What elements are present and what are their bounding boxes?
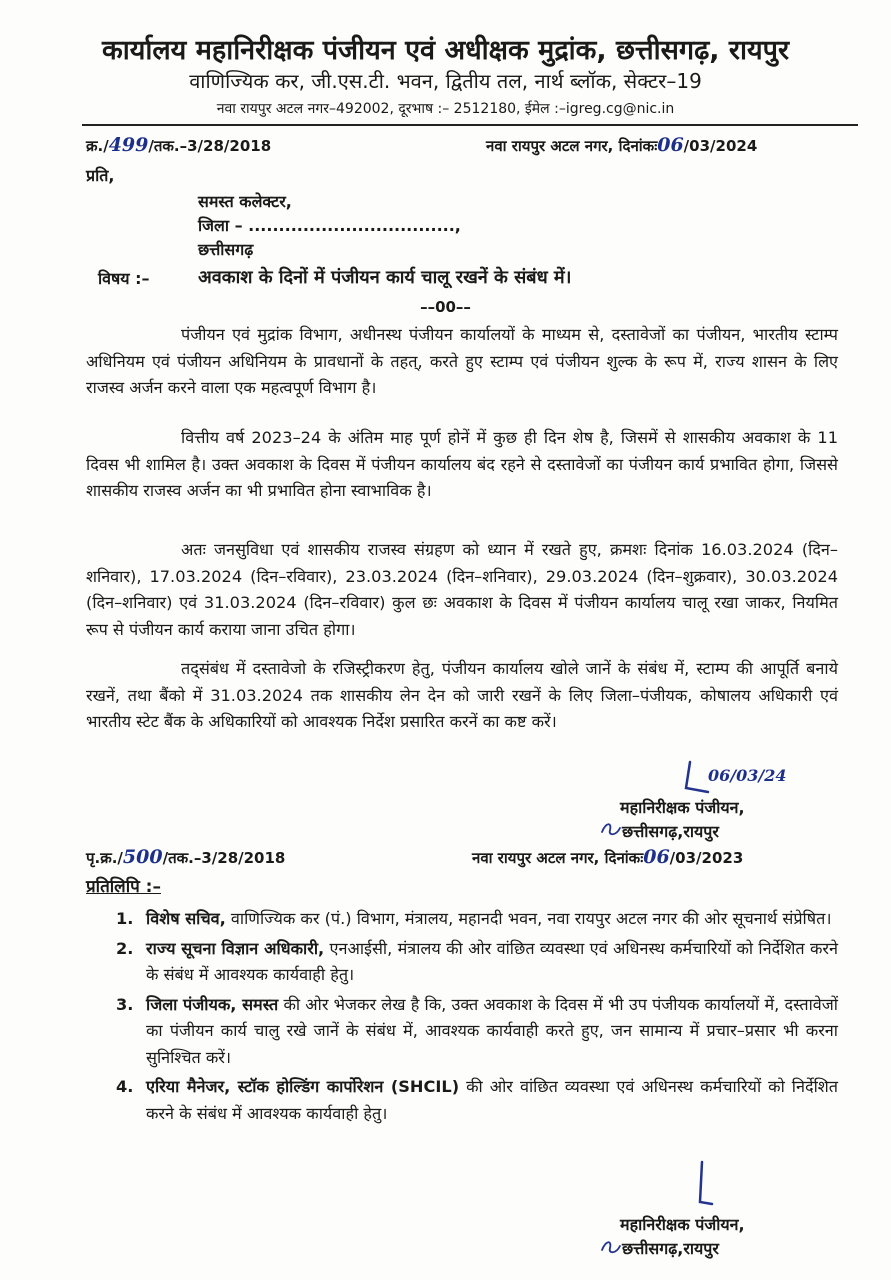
signature-mark-1 xyxy=(672,758,712,798)
signatory-place-2: छत्तीसगढ़,रायपुर xyxy=(622,1239,719,1258)
office-address: वाणिज्यिक कर, जी.एस.टी. भवन, द्वितीय तल, नार्थ ब्लॉक, सेक्टर–19 xyxy=(189,69,702,93)
signature-mark-2 xyxy=(690,1158,720,1218)
copy-to-list xyxy=(116,906,838,1127)
header-rule xyxy=(82,124,858,126)
paragraph-2: वित्तीय वर्ष 2023–24 के अंतिम माह पूर्ण होनें में कुछ ही दिन शेष है, जिसमें से शासकीय अवकाश के 11 दिवस भी शामिल है। उक्त अवकाश के दिवस में पंजीयन कार्यालय बंद रहने से दस्तावेजों का पंजीयन कार्य प्रभावित होगा, जिससे शासकीय राजस्व अर्जन का भी प्रभावित होना स्वाभाविक है। xyxy=(86,428,838,500)
endorsement-place-date: नवा रायपुर अटल नगर, दिनांकः06/03/2023 xyxy=(472,846,744,868)
addressee-line1: समस्त कलेक्टर, xyxy=(198,192,292,211)
addressee-line2: जिला – .................................., xyxy=(198,216,461,235)
copy-to-item-1: 1. विशेष सचिव, वाणिज्यिक कर (पं.) विभाग, मंत्रालय, महानदी भवन, नवा रायपुर अटल नगर की ओर सूचनार्थ संप्रेषित। xyxy=(116,909,832,928)
place-date: नवा रायपुर अटल नगर, दिनांकः06/03/2024 xyxy=(486,134,758,156)
handwritten-ref-number: 499 xyxy=(108,134,149,156)
endorsement-number: पृ.क्र./500/तक.–3/28/2018 xyxy=(86,846,286,868)
signatory-designation-1: महानिरीक्षक पंजीयन, xyxy=(620,798,745,817)
initial-mark-1 xyxy=(598,820,624,840)
paragraph-3: अतः जनसुविधा एवं शासकीय राजस्व संग्रहण को ध्यान में रखते हुए, क्रमशः दिनांक 16.03.2024 (दिन–शनिवार), 17.03.2024 (दिन–रविवार), 23.03.2024 (दिन–शनिवार), 29.03.2024 (दिन–शुक्रवार), 30.03.2024 (दिन–शनिवार) एवं 31.03.2024 (दिन–रविवार) कुल छः अवकाश के दिवस में पंजीयन कार्यालय चालू रखा जाकर, नियमित रूप से पंजीयन कार्य कराया जाना उचित होगा। xyxy=(86,540,838,639)
to-label: प्रति, xyxy=(86,166,115,185)
initial-mark-2 xyxy=(598,1238,624,1258)
handwritten-endorsement-day: 06 xyxy=(643,846,670,868)
copy-to-label: प्रतिलिपि :– xyxy=(86,877,161,897)
handwritten-day: 06 xyxy=(657,134,684,156)
office-title: कार्यालय महानिरीक्षक पंजीयन एवं अधीक्षक मुद्रांक, छत्तीसगढ़, रायपुर xyxy=(101,35,790,66)
signatory-designation-2: महानिरीक्षक पंजीयन, xyxy=(620,1215,745,1234)
handwritten-sign-date: 06/03/24 xyxy=(708,766,787,785)
reference-number: क्र./499/तक.–3/28/2018 xyxy=(86,134,272,156)
subject-label: विषय :– xyxy=(98,269,150,288)
subject-text: अवकाश के दिनों में पंजीयन कार्य चालू रखनें के संबंध में। xyxy=(198,267,572,288)
copy-to-item-2: 2. राज्य सूचना विज्ञान अधिकारी, एनआईसी, मंत्रालय की ओर वांछित व्यवस्था एवं अधिनस्थ कर्मचारियों को निर्देशित करने के संबंध में आवश्यक कार्यवाही हेतु। xyxy=(116,938,838,984)
signatory-place-1: छत्तीसगढ़,रायपुर xyxy=(622,822,719,841)
addressee-line3: छत्तीसगढ़ xyxy=(198,240,254,259)
handwritten-endorsement-number: 500 xyxy=(122,846,163,868)
paragraph-4: तद्संबंध में दस्तावेजो के रजिस्ट्रीकरण हेतु, पंजीयन कार्यालय खोले जानें के संबंध में, स्टाम्प की आपूर्ति बनाये रखनें, तथा बैंको में 31.03.2024 तक शासकीय लेन देन को जारी रखनें के लिए जिला–पंजीयक, कोषालय अधिकारी एवं भारतीय स्टेट बैंक के अधिकारियों को आवश्यक निर्देश प्रसारित करनें का कष्ट करें। xyxy=(86,659,838,731)
copy-to-item-3: 3. जिला पंजीयक, समस्त की ओर भेजकर लेख है कि, उक्त अवकाश के दिवस में भी उप पंजीयक कार्यालयों में, दस्तावेजों का पंजीयन कार्य चालु रखे जानें के संबंध में, आवश्यक कार्यवाही करते हुए, जन सामान्य में प्रचार–प्रसार भी करना सुनिश्चित करें। xyxy=(116,994,838,1067)
copy-to-item-4: 4. एरिया मैनेजर, स्टॉक होल्डिंग कार्पोरेशन (SHCIL) की ओर वांछित व्यवस्था एवं अधिनस्थ कर्मचारियों को निर्देशित करने के संबंध में आवश्यक कार्यवाही हेतु। xyxy=(116,1077,838,1123)
office-contact: नवा रायपुर अटल नगर–492002, दूरभाष :– 2512180, ईमेल :–igreg.cg@nic.in xyxy=(216,101,675,117)
paragraph-1: पंजीयन एवं मुद्रांक विभाग, अधीनस्थ पंजीयन कार्यालयों के माध्यम से, दस्तावेजों का पंजीयन, भारतीय स्टाम्प अधिनियम एवं पंजीयन अधिनियम के प्रावधानों के तहत्, करते हुए स्टाम्प एवं पंजीयन शुल्क के रूप में, राज्य शासन के लिए राजस्व अर्जन करने वाला एक महत्वपूर्ण विभाग है। xyxy=(86,325,838,397)
separator: ––00–– xyxy=(420,298,471,316)
